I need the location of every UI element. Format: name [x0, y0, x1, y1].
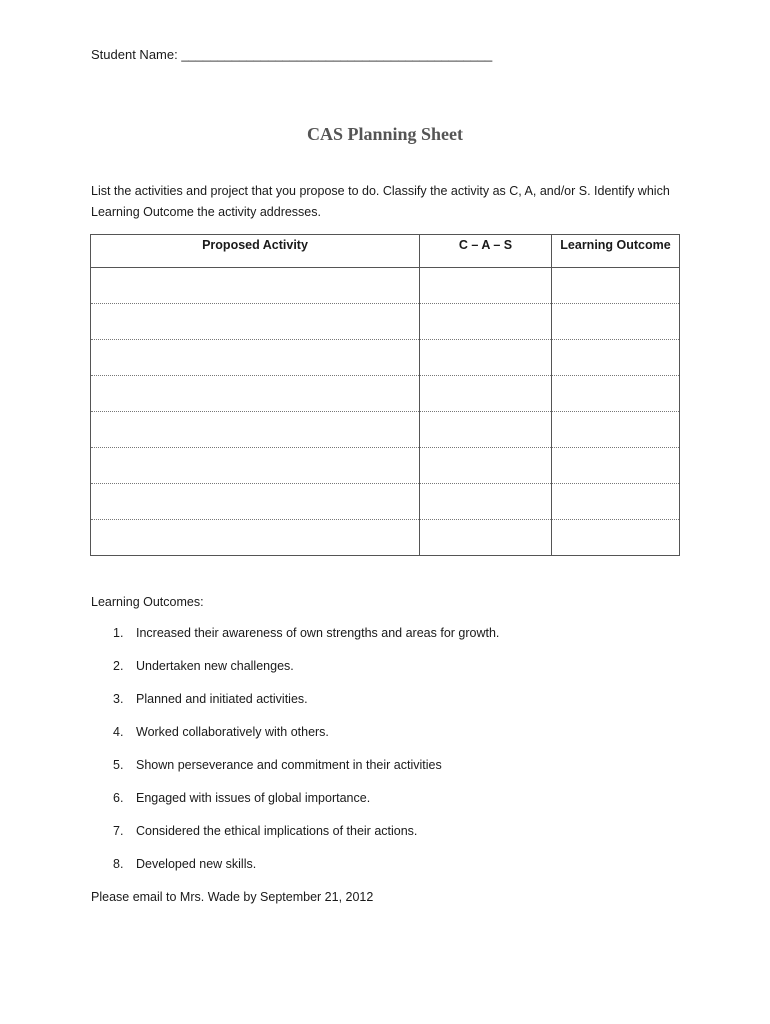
outcome-cell[interactable] — [552, 376, 680, 412]
activity-cell[interactable] — [91, 376, 420, 412]
list-item-text: Developed new skills. — [136, 857, 257, 871]
list-item-text: Increased their awareness of own strengths and areas for growth. — [136, 626, 500, 640]
activity-cell[interactable] — [91, 412, 420, 448]
planning-table — [90, 234, 680, 556]
activity-cell[interactable] — [91, 520, 420, 556]
list-item-text: Shown perseverance and commitment in their activities — [136, 758, 442, 772]
table-row — [91, 304, 680, 340]
outcome-cell[interactable] — [552, 304, 680, 340]
activity-cell[interactable] — [91, 268, 420, 304]
outcome-cell[interactable] — [552, 268, 680, 304]
outcome-cell[interactable] — [552, 412, 680, 448]
header-proposed-activity: Proposed Activity — [91, 235, 420, 268]
table-row — [91, 376, 680, 412]
outcome-cell[interactable] — [552, 340, 680, 376]
list-item-number: 7. — [113, 824, 124, 838]
table-row — [91, 412, 680, 448]
activity-cell[interactable] — [91, 340, 420, 376]
list-item-number: 3. — [113, 692, 124, 706]
list-item-text: Undertaken new challenges. — [136, 659, 294, 673]
list-item-number: 8. — [113, 857, 124, 871]
list-item-text: Worked collaboratively with others. — [136, 725, 329, 739]
table-row — [91, 484, 680, 520]
cas-cell[interactable] — [420, 520, 552, 556]
outcome-cell[interactable] — [552, 484, 680, 520]
list-item-number: 1. — [113, 626, 124, 640]
table-row — [91, 520, 680, 556]
list-item-text: Planned and initiated activities. — [136, 692, 308, 706]
list-item-text: Considered the ethical implications of their actions. — [136, 824, 418, 838]
table-row — [91, 448, 680, 484]
list-item-text: Engaged with issues of global importance. — [136, 791, 371, 805]
student-name-field[interactable]: Student Name: ___________________________________________ — [91, 47, 493, 62]
list-item-number: 4. — [113, 725, 124, 739]
header-learning-outcome: Learning Outcome — [552, 235, 680, 268]
cas-cell[interactable] — [420, 268, 552, 304]
activity-cell[interactable] — [91, 484, 420, 520]
instructions-text: List the activities and project that you propose to do. Classify the activity as C, A, and/or S. Identify which Learning Outcome the activity addresses. — [91, 184, 670, 219]
table-header-row — [91, 235, 680, 268]
page-title: CAS Planning Sheet — [306, 124, 464, 144]
cas-cell[interactable] — [420, 484, 552, 520]
cas-cell[interactable] — [420, 340, 552, 376]
table-row — [91, 340, 680, 376]
activity-cell[interactable] — [91, 304, 420, 340]
header-cas: C – A – S — [420, 235, 552, 268]
outcome-cell[interactable] — [552, 448, 680, 484]
cas-cell[interactable] — [420, 448, 552, 484]
outcome-cell[interactable] — [552, 520, 680, 556]
table-row — [91, 268, 680, 304]
email-deadline-note: Please email to Mrs. Wade by September 21, 2012 — [91, 890, 374, 904]
cas-cell[interactable] — [420, 304, 552, 340]
list-item-number: 2. — [113, 659, 124, 673]
activity-cell[interactable] — [91, 448, 420, 484]
list-item-number: 6. — [113, 791, 124, 805]
cas-cell[interactable] — [420, 376, 552, 412]
list-item-number: 5. — [113, 758, 124, 772]
cas-cell[interactable] — [420, 412, 552, 448]
learning-outcomes-heading: Learning Outcomes: — [91, 595, 204, 609]
